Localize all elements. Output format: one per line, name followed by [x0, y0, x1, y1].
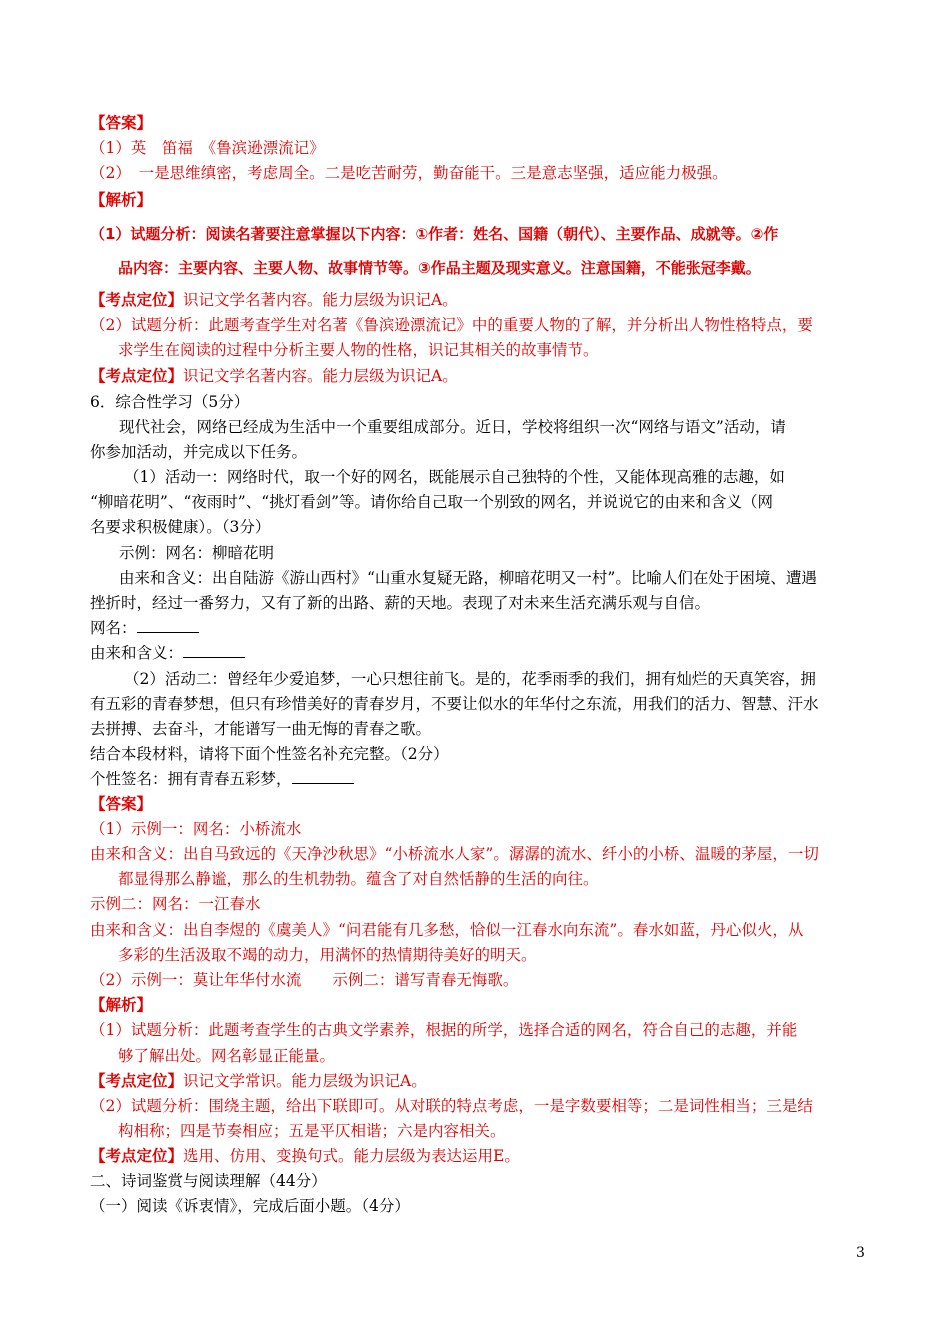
question-text: （2）活动二：曾经年少爱追梦，一心只想往前飞。是的，花季雨季的我们，拥有灿烂的天真笑容，拥 [124, 670, 816, 688]
answer-label: 【答案】 [90, 794, 153, 813]
key-point-line [90, 1145, 520, 1167]
netname-blank[interactable] [137, 618, 199, 633]
analysis-text: 品内容：主要内容、主要人物、故事情节等。③作品主题及现实意义。注意国籍，不能张冠李戴。 [118, 259, 761, 277]
question-text: 有五彩的青春梦想，但只有珍惜美好的青春岁月，不要让似水的年华付之东流，用我们的活力、智慧、汗水 [90, 695, 819, 713]
answer-line: 由来和含义：出自马致远的《天净沙秋思》“小桥流水人家”。潺潺的流水、纤小的小桥、温暖的茅屋，一切 [90, 845, 819, 863]
netname-prompt: 网名： [90, 619, 137, 637]
answer-line: （1）示例一：网名：小桥流水 [90, 820, 302, 838]
signature-answer-line [90, 768, 354, 790]
analysis-text: 构相称；四是节奏相应；五是平仄相谐；六是内容相关。 [118, 1122, 506, 1140]
section-title: 二、诗词鉴赏与阅读理解（44分） [90, 1172, 327, 1190]
analysis-text: （2）试题分析：此题考查学生对名著《鲁滨逊漂流记》中的重要人物的了解，并分析出人物性格特点，要 [90, 316, 813, 334]
question-text: “柳暗花明”、“夜雨时”、“挑灯看剑”等。请你给自己取一个别致的网名，并说说它的由来和含义（网 [90, 493, 774, 511]
analysis-label: 【解析】 [90, 995, 153, 1014]
signature-blank[interactable] [292, 769, 354, 784]
page-number: 3 [856, 1245, 865, 1261]
question-text: 去拼搏、去奋斗，才能谱写一曲无悔的青春之歌。 [90, 720, 432, 738]
question-title: 6．综合性学习（5分） [90, 393, 250, 411]
netname-answer-line [90, 617, 199, 639]
analysis-text: （1）试题分析：阅读名著要注意掌握以下内容：①作者：姓名、国籍（朝代）、主要作品、成就等。②作 [90, 225, 779, 243]
key-point-text: 识记文学名著内容。能力层级为识记A。 [183, 367, 458, 385]
answer-line: （2）示例一：莫让年华付水流 示例二：谱写青春无悔歌。 [90, 971, 519, 989]
key-point-line [90, 365, 458, 387]
key-point-label: 【考点定位】 [90, 1146, 184, 1165]
question-text: （1）活动一：网络时代，取一个好的网名，既能展示自己独特的个性，又能体现高雅的志趣，如 [124, 468, 785, 486]
question-text: 现代社会，网络已经成为生活中一个重要组成部分。近日，学校将组织一次“网络与语文”活动，请 [119, 418, 786, 436]
question-text: 名要求积极健康）。（3分） [90, 518, 271, 536]
answer-line: （2） 一是思维缜密，考虑周全。二是吃苦耐劳，勤奋能干。三是意志坚强，适应能力极强。 [90, 164, 728, 182]
analysis-text: （1）试题分析：此题考查学生的古典文学素养，根据的所学，选择合适的网名，符合自己的志趣，并能 [90, 1021, 798, 1039]
key-point-label: 【考点定位】 [90, 1071, 184, 1090]
answer-line: 示例二：网名：一江春水 [90, 895, 261, 913]
key-point-text: 识记文学名著内容。能力层级为识记A。 [183, 291, 458, 309]
analysis-label: 【解析】 [90, 190, 153, 209]
key-point-label: 【考点定位】 [90, 366, 184, 385]
analysis-text: 够了解出处。网名彰显正能量。 [118, 1047, 336, 1065]
key-point-line [90, 1070, 427, 1092]
analysis-text: （2）试题分析：围绕主题，给出下联即可。从对联的特点考虑，一是字数要相等；二是词性相当；三是结 [90, 1097, 813, 1115]
signature-prompt: 个性签名：拥有青春五彩梦， [90, 770, 292, 788]
answer-line: （1）英 笛福 《鲁滨逊漂流记》 [90, 139, 325, 157]
origin-prompt: 由来和含义： [90, 644, 184, 662]
example-text: 示例：网名：柳暗花明 [119, 544, 275, 562]
answer-line: 都显得那么静谧，那么的生机勃勃。蕴含了对自然恬静的生活的向往。 [118, 870, 599, 888]
answer-label: 【答案】 [90, 113, 153, 132]
section-subtitle: （一）阅读《诉衷情》，完成后面小题。（4分） [90, 1197, 410, 1215]
example-text: 挫折时，经过一番努力，又有了新的出路、薪的天地。表现了对未来生活充满乐观与自信。 [90, 594, 711, 612]
analysis-text: 求学生在阅读的过程中分析主要人物的性格，识记其相关的故事情节。 [118, 341, 599, 359]
answer-line: 由来和含义：出自李煜的《虞美人》“问君能有几多愁，恰似一江春水向东流”。春水如蓝，丹心似火，从 [90, 921, 804, 939]
origin-blank[interactable] [183, 643, 245, 658]
key-point-label: 【考点定位】 [90, 290, 184, 309]
origin-answer-line [90, 642, 245, 664]
question-text: 你参加活动，并完成以下任务。 [90, 443, 308, 461]
example-text: 由来和含义：出自陆游《游山西村》“山重水复疑无路，柳暗花明又一村”。比喻人们在处于困境、遭遇 [119, 569, 817, 587]
key-point-text: 选用、仿用、变换句式。能力层级为表达运用E。 [183, 1147, 520, 1165]
key-point-text: 识记文学常识。能力层级为识记A。 [183, 1072, 427, 1090]
question-text: 结合本段材料，请将下面个性签名补充完整。（2分） [90, 745, 449, 763]
answer-line: 多彩的生活汲取不竭的动力，用满怀的热情期待美好的明天。 [118, 946, 537, 964]
key-point-line [90, 289, 458, 311]
